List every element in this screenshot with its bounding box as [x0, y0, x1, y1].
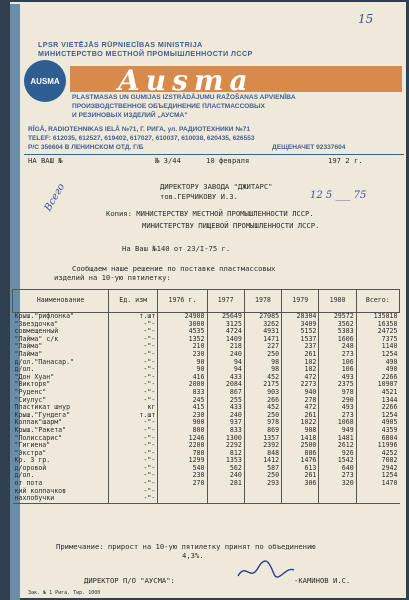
table-cell	[356, 488, 399, 496]
row-label: "Руденс"	[14, 387, 47, 396]
table-cell: 2000	[158, 381, 207, 389]
table-cell: 433	[207, 404, 244, 412]
handwritten-ref: 12 5 ___ 75	[310, 190, 367, 201]
table-cell: 29572	[319, 313, 356, 321]
letter-year: 197 2 г.	[328, 156, 363, 165]
table-cell: 4724	[207, 328, 244, 336]
table-cell: 886	[282, 450, 319, 458]
table-cell: 2266	[356, 404, 399, 412]
table-cell: 940	[282, 389, 319, 397]
table-cell: 261	[282, 412, 319, 420]
table-cell: 306	[282, 480, 319, 488]
table-cell: 1357	[244, 435, 281, 443]
table-cell: 135818	[356, 313, 399, 321]
table-cell: 237	[282, 343, 319, 351]
table-cell: 978	[319, 389, 356, 397]
table-cell: т.шт	[109, 412, 158, 420]
table-cell: -"-	[109, 480, 158, 488]
table-cell: 240	[207, 472, 244, 480]
table-cell: 24908	[158, 313, 207, 321]
table-cell: 102	[282, 366, 319, 374]
table-cell: 1344	[356, 397, 399, 405]
row-label: "Лайма" с/к	[14, 334, 59, 343]
table-cell	[244, 488, 281, 496]
ministry-latvian: LPSR VIETĒJĀS RŪPNIECĪBAS MINISTRIJA	[38, 40, 203, 49]
table-cell: 250	[244, 412, 281, 420]
row-label: Крыш."рифлонка"	[14, 312, 75, 320]
table-cell: 6804	[356, 435, 399, 443]
table-cell: 1022	[282, 419, 319, 427]
table-cell: кг	[109, 404, 158, 412]
table-cell: 270	[158, 480, 207, 488]
table-cell: 978	[244, 419, 281, 427]
table-cell: 416	[158, 374, 207, 382]
table-cell: 255	[207, 397, 244, 405]
table-cell: 5383	[319, 328, 356, 336]
table-cell: 2200	[158, 442, 207, 450]
table-cell: 273	[319, 472, 356, 480]
row-label: от пота	[14, 479, 43, 488]
table-cell: 2375	[319, 381, 356, 389]
table-cell: 1470	[356, 480, 399, 488]
table-cell: 1254	[356, 412, 399, 420]
table-cell: 1299	[158, 457, 207, 465]
table-cell: -"-	[109, 457, 158, 465]
table-cell: 4359	[356, 427, 399, 435]
ref-number: № 3/44	[155, 156, 181, 165]
table-cell: 1254	[356, 351, 399, 359]
table-cell: 452	[244, 374, 281, 382]
table-cell: 2612	[319, 442, 356, 450]
table-cell: 2500	[282, 442, 319, 450]
row-label: д/ол."Панасар."	[14, 357, 75, 366]
row-label: "Полиссарис"	[14, 433, 63, 442]
table-cell: 3409	[282, 321, 319, 329]
table-cell: 613	[282, 465, 319, 473]
table-cell: 245	[158, 397, 207, 405]
copy-line-1: Копия: МИНИСТЕРСТВУ МЕСТНОЙ ПРОМЫШЛЕННОСТИ ЛССР.	[106, 209, 314, 218]
table-cell: 1352	[158, 336, 207, 344]
row-label: Колпак"шарм"	[14, 418, 63, 427]
table-cell: -"-	[109, 450, 158, 458]
table-cell: 1409	[207, 336, 244, 344]
row-label: Крыш."Гундега"	[14, 410, 71, 419]
table-cell: 1246	[158, 435, 207, 443]
row-label: "Сиулус"	[14, 395, 47, 404]
row-label: "Дон Хуан"	[14, 372, 55, 381]
intro-line-2: изделий на 10-ую пятилетку:	[54, 273, 171, 282]
table-cell	[158, 488, 207, 496]
table-cell: 780	[158, 450, 207, 458]
table-cell: 281	[207, 480, 244, 488]
row-label: "Викторя"	[14, 380, 51, 389]
table-cell: 261	[282, 351, 319, 359]
table-cell	[207, 495, 244, 503]
row-label: Кр. 3 гр.	[14, 456, 51, 465]
copy-line-2: МИНИСТЕРСТВУ ПИЩЕВОЙ ПРОМЫШЛЕННОСТИ ЛССР.	[142, 221, 320, 230]
table-cell: 90	[158, 359, 207, 367]
table-cell: 540	[158, 465, 207, 473]
note-line-2: 4,3%.	[182, 551, 204, 560]
table-cell	[282, 495, 319, 503]
intro-line-1: Сообщаем наше решение по поставке пластмассовых	[72, 264, 276, 273]
table-cell: 16358	[356, 321, 399, 329]
table-cell: 273	[319, 351, 356, 359]
table-cell: 937	[207, 419, 244, 427]
table-cell: 24725	[356, 328, 399, 336]
director-name: -КАМИНОВ И.С.	[294, 576, 351, 585]
table-cell: 10907	[356, 381, 399, 389]
table-cell: 848	[244, 450, 281, 458]
table-cell: 833	[207, 427, 244, 435]
handwritten-note-left: Всего	[42, 181, 68, 214]
production-table	[12, 289, 400, 504]
table-cell: 1140	[356, 343, 399, 351]
column-header: 1980	[319, 290, 356, 313]
your-ref-label: НА ВАШ №	[28, 156, 63, 165]
company-latvian: PLASTMASAS UN GUMIJAS IZSTRĀDĀJUMU RAŽOŠANAS APVIENĪBA	[72, 94, 296, 101]
table-cell	[244, 495, 281, 503]
ministry-russian: МИНИСТЕРСТВО МЕСТНОЙ ПРОМЫШЛЕННОСТИ ЛССР	[38, 49, 253, 58]
page-number-handwritten: 15	[358, 12, 374, 26]
table-cell: -"-	[109, 321, 158, 329]
row-label: "Гигиена"	[14, 441, 51, 450]
reference-line: На Ваш №140 от 23/I-75 г.	[122, 244, 231, 253]
column-header: Ед. изм	[109, 290, 158, 313]
table-cell: 903	[244, 389, 281, 397]
table-cell: 2942	[356, 465, 399, 473]
table-cell: 106	[319, 359, 356, 367]
table-cell: 278	[282, 397, 319, 405]
note-line-1: Примечание: прирост на 10-ую пятилетку принят по объединению	[56, 542, 316, 551]
table-cell: -"-	[109, 442, 158, 450]
table-cell: 562	[207, 465, 244, 473]
table-cell: 4521	[356, 389, 399, 397]
table-cell: -"-	[109, 397, 158, 405]
table-cell: 415	[158, 404, 207, 412]
account-line: ДЕЩЕНАЧЕТ 92337604	[272, 144, 346, 151]
signature	[236, 560, 296, 578]
table-cell: 320	[319, 480, 356, 488]
table-cell: 867	[207, 389, 244, 397]
table-cell: 908	[282, 427, 319, 435]
table-cell: 1353	[207, 457, 244, 465]
table-cell: -"-	[109, 435, 158, 443]
table-cell: 926	[319, 450, 356, 458]
table-cell: т.шт	[109, 313, 158, 321]
table-cell: 230	[158, 412, 207, 420]
table-cell: 900	[158, 419, 207, 427]
table-cell: -"-	[109, 472, 158, 480]
table-cell: -"-	[109, 366, 158, 374]
row-label: нахлобучки	[13, 495, 109, 503]
table-cell: 800	[158, 427, 207, 435]
table-cell: -"-	[109, 343, 158, 351]
table-cell: -"-	[109, 495, 158, 503]
table-row	[13, 488, 400, 496]
table-cell: 2273	[282, 381, 319, 389]
table-cell: 7375	[356, 336, 399, 344]
table-cell: 4252	[356, 450, 399, 458]
table-cell	[356, 495, 399, 503]
column-header: 1976 г.	[158, 290, 207, 313]
table-cell: 3125	[207, 321, 244, 329]
column-header: 1979	[282, 290, 319, 313]
phone-line: TELEF: 612035, 612527, 619402, 617027, 610037, 610038, 620435, 626553	[28, 135, 255, 142]
table-cell: 1542	[319, 457, 356, 465]
table-cell: 869	[244, 427, 281, 435]
table-cell: -"-	[109, 351, 158, 359]
table-cell: -"-	[109, 419, 158, 427]
addressee-1: ДИРЕКТОРУ ЗАВОДА "ДЖИТАРС"	[160, 182, 273, 191]
table-cell: 102	[282, 359, 319, 367]
table-cell: 452	[244, 404, 281, 412]
table-cell: 27085	[244, 313, 281, 321]
table-cell: 3262	[244, 321, 281, 329]
table-cell: 230	[158, 351, 207, 359]
table-header	[13, 290, 400, 313]
table-cell: 248	[319, 343, 356, 351]
table-cell: 250	[244, 351, 281, 359]
table-cell: 5152	[282, 328, 319, 336]
director-title: ДИРЕКТОР П/О "АУСМА":	[84, 576, 175, 585]
table-cell: -"-	[109, 488, 158, 496]
table-row	[13, 495, 400, 503]
row-label: кий колпачков	[14, 486, 67, 495]
row-label: "Звездочка"	[14, 319, 59, 328]
table-cell: 273	[319, 412, 356, 420]
table-cell: 472	[282, 404, 319, 412]
table-cell: 98	[244, 366, 281, 374]
table-cell: 433	[207, 374, 244, 382]
table-cell: -"-	[109, 465, 158, 473]
table-cell: 1254	[356, 472, 399, 480]
table-cell: 11996	[356, 442, 399, 450]
print-info: Зак. № 1 Рига. Тир. 1000	[28, 590, 101, 596]
row-label: д/ол.	[14, 365, 35, 374]
table-cell: -"-	[109, 328, 158, 336]
table-cell: 1606	[319, 336, 356, 344]
table-cell: 949	[319, 427, 356, 435]
bank-line: P/C 356604 В ЛЕНИНСКОМ ОТД. Г/Б	[28, 144, 144, 151]
ausma-banner: Ausma	[70, 66, 402, 92]
table-cell	[207, 488, 244, 496]
table-cell: 1471	[244, 336, 281, 344]
table-cell: 493	[319, 374, 356, 382]
table-cell: 493	[319, 404, 356, 412]
column-header: 1977	[207, 290, 244, 313]
table-cell: 490	[356, 366, 399, 374]
table-cell: 1418	[282, 435, 319, 443]
row-label: "Лайма"	[14, 349, 43, 358]
table-cell: 240	[207, 351, 244, 359]
row-label: "Экстра"	[14, 448, 47, 457]
table-cell: 2266	[356, 374, 399, 382]
table-cell: 833	[158, 389, 207, 397]
table-cell: 4905	[356, 419, 399, 427]
table-cell	[319, 495, 356, 503]
table-cell: 2292	[207, 442, 244, 450]
table-cell: 290	[319, 397, 356, 405]
table-cell: -"-	[109, 381, 158, 389]
table-cell: 106	[319, 366, 356, 374]
row-label: "Лайма"	[14, 342, 43, 351]
table-cell: 94	[207, 359, 244, 367]
table-cell: 240	[207, 412, 244, 420]
column-header: Всего:	[356, 290, 399, 313]
table-cell: 1412	[244, 457, 281, 465]
company-russian-1: ПРОИЗВОДСТВЕННОЕ ОБЪЕДИНЕНИЕ ПЛАСТМАССОВЫХ	[72, 103, 265, 110]
table-cell: 1300	[207, 435, 244, 443]
table-cell: 250	[244, 472, 281, 480]
table-cell: 1476	[282, 457, 319, 465]
table-cell: 293	[244, 480, 281, 488]
table-cell: 1481	[319, 435, 356, 443]
document-page	[10, 2, 406, 598]
table-cell: -"-	[109, 389, 158, 397]
table-cell: -"-	[109, 336, 158, 344]
table-cell	[158, 495, 207, 503]
column-header: 1978	[244, 290, 281, 313]
table-cell: 230	[158, 472, 207, 480]
column-header: Наименование	[13, 290, 109, 313]
letterhead-rule	[24, 154, 404, 155]
table-cell: 25649	[207, 313, 244, 321]
table-cell: 210	[158, 343, 207, 351]
table-cell: 1537	[282, 336, 319, 344]
table-cell: 587	[244, 465, 281, 473]
table-row	[13, 480, 400, 488]
table-cell: 28304	[282, 313, 319, 321]
table-cell: 4931	[244, 328, 281, 336]
ausma-logo: AUSMA	[24, 60, 66, 102]
table-cell: 266	[244, 397, 281, 405]
row-label: д/оровой	[14, 463, 47, 472]
table-cell: 640	[319, 465, 356, 473]
table-cell: 3000	[158, 321, 207, 329]
table-cell: 98	[244, 359, 281, 367]
table-cell: 227	[244, 343, 281, 351]
table-cell: 4535	[158, 328, 207, 336]
table-cell: 90	[158, 366, 207, 374]
table-cell: 2175	[244, 381, 281, 389]
row-label: совмещенный	[14, 327, 59, 336]
table-cell: 7082	[356, 457, 399, 465]
letter-date: 10 февраля	[206, 156, 250, 165]
table-cell: 472	[282, 374, 319, 382]
table-cell: 1068	[319, 419, 356, 427]
table-cell: 2392	[244, 442, 281, 450]
addressee-2: тов.ГЕРЧИКОВУ И.З.	[160, 192, 238, 201]
table-cell: 261	[282, 472, 319, 480]
table-cell: 94	[207, 366, 244, 374]
table-cell: -"-	[109, 374, 158, 382]
table-cell	[282, 488, 319, 496]
table-cell: -"-	[109, 359, 158, 367]
row-label: Пластикат шнур	[14, 403, 71, 412]
table-cell: 812	[207, 450, 244, 458]
table-cell	[319, 488, 356, 496]
address-line: RĪGĀ, RADIOTEHNIKAS IELĀ №71, Г. РИГА, ул. РАДИОТЕХНИКИ №71	[28, 126, 251, 133]
table-cell: 2084	[207, 381, 244, 389]
table-cell: 3562	[319, 321, 356, 329]
row-label: Крыш."Ракета"	[14, 425, 67, 434]
table-cell: -"-	[109, 427, 158, 435]
row-label: д/ол.	[14, 471, 35, 480]
company-russian-2: И РЕЗИНОВЫХ ИЗДЕЛИЙ „АУСМА"	[72, 112, 188, 119]
table-cell: 218	[207, 343, 244, 351]
table-cell: 490	[356, 359, 399, 367]
